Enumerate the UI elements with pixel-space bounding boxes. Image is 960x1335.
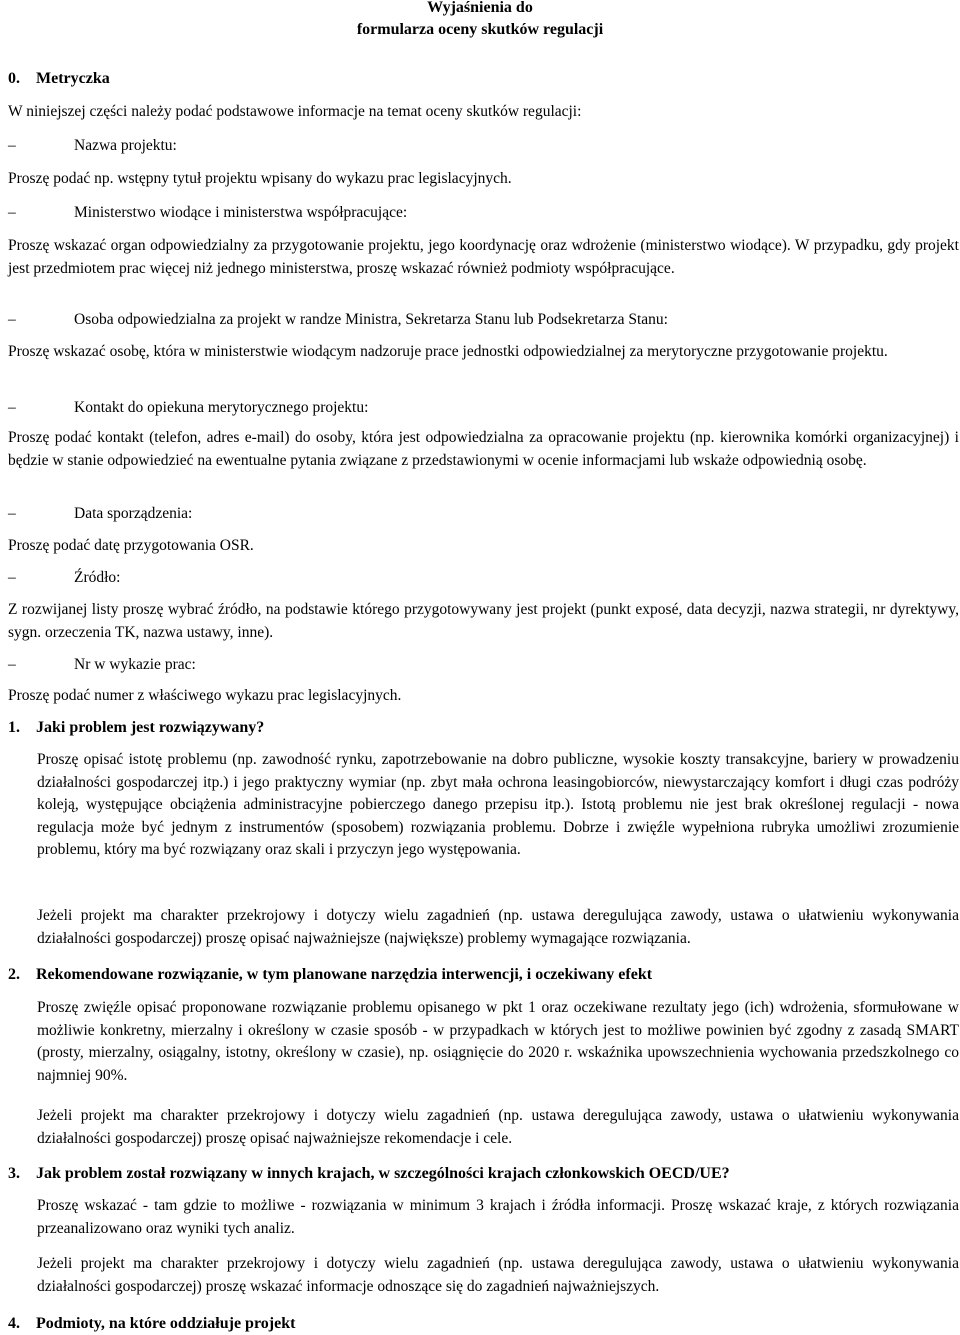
section-0-heading [8, 68, 110, 90]
bullet-label: Nazwa projektu: [74, 137, 177, 154]
section-number: 3. [8, 1165, 20, 1182]
section-title: Jaki problem jest rozwiązywany? [36, 719, 265, 736]
bullet-item-responsible-person [8, 309, 668, 331]
section-number: 1. [8, 719, 20, 736]
bullet-label: Ministerstwo wiodące i ministerstwa współpracujące: [74, 204, 408, 221]
section-0-intro: W niniejszej części należy podać podstawowe informacje na temat oceny skutków regulacji: [8, 103, 582, 120]
bullet-desc-project-name: Proszę podać np. wstępny tytuł projektu wpisany do wykazu prac legislacyjnych. [8, 170, 512, 187]
section-number: 2. [8, 966, 20, 983]
document-title-line2: formularza oceny skutków regulacji [356, 21, 604, 38]
dash-bullet: – [8, 505, 16, 522]
bullet-desc-work-list-number: Proszę podać numer z właściwego wykazu prac legislacyjnych. [8, 687, 402, 704]
bullet-desc-ministry: Proszę wskazać organ odpowiedzialny za przygotowanie projektu, jego koordynację oraz wdrożenie (ministerstwo wiodące). W przypadku, gdy projekt jest przedmiotem prac więcej niż jednego ministerstwa, proszę wskazać również podmioty współpracujące. [8, 237, 959, 277]
section-3-paragraph-1: Proszę wskazać - tam gdzie to możliwe - rozwiązania w minimum 3 krajach i źródła informacji. Proszę wskazać kraje, z których rozwiązania przeanalizowano oraz wyniki tych analiz. [37, 1197, 959, 1237]
section-1-heading [8, 717, 264, 739]
section-1-paragraph-2: Jeżeli projekt ma charakter przekrojowy i dotyczy wielu zagadnień (np. ustawa deregulująca zawody, ustawa o ułatwieniu wykonywania działalności gospodarczej) proszę opisać najważniejsze (największe) problemy wymagające rozwiązania. [37, 907, 959, 947]
section-title: Podmioty, na które oddziałuje projekt [36, 1315, 296, 1332]
section-title: Jak problem został rozwiązany w innych krajach, w szczególności krajach członkowskich OECD/UE? [36, 1165, 730, 1182]
bullet-desc-date: Proszę podać datę przygotowania OSR. [8, 537, 254, 554]
section-title: Metryczka [36, 70, 110, 87]
dash-bullet: – [8, 311, 16, 328]
bullet-desc-responsible-person: Proszę wskazać osobę, która w ministerstwie wiodącym nadzoruje prace jednostki odpowiedzialnej za merytoryczne przygotowanie projektu. [8, 343, 888, 360]
bullet-item-ministry [8, 202, 407, 224]
section-number: 0. [8, 70, 20, 87]
bullet-label: Nr w wykazie prac: [74, 656, 196, 673]
bullet-item-work-list-number [8, 654, 196, 676]
dash-bullet: – [8, 399, 16, 416]
document-title-line1: Wyjaśnienia do [427, 0, 533, 16]
bullet-desc-contact: Proszę podać kontakt (telefon, adres e-mail) do osoby, która jest odpowiedzialna za opracowanie projektu (np. kierownika komórki organizacyjnej) i będzie w stanie odpowiedzieć na ewentualne pytania związane z przedstawionymi w ocenie informacjami lub wskaże odpowiednią osobę. [8, 429, 959, 469]
bullet-label: Źródło: [74, 569, 121, 586]
section-2-paragraph-1: Proszę zwięźle opisać proponowane rozwiązanie problemu opisanego w pkt 1 oraz oczekiwane rezultaty jego (ich) wdrożenia, sformułowane w możliwie konkretny, mierzalny i określony w czasie sposób - w przypadkach w których jest to możliwe powinien być zgodny z zasadą SMART (prosty, mierzalny, osiągalny, istotny, określony w czasie), np. osiągnięcie do 2020 r. wskaźnika upowszechnienia wychowania przedszkolnego co najmniej 90%. [37, 999, 959, 1084]
dash-bullet: – [8, 137, 16, 154]
section-1-paragraph-1: Proszę opisać istotę problemu (np. zawodność rynku, zapotrzebowanie na dobro publiczne, wysokie koszty transakcyjne, bariery w prowadzeniu działalności gospodarczej itp.) i jego praktyczny wymiar (np. zbyt mała ochrona leasingobiorców, niewystarczający komfort i długi czas podróży koleją, występujące obciążenia administracyjne pobierczego danego przepisu itp.). Istotą problemu nie jest brak określonej regulacji - nowa regulacja może być jednym z instrumentów (sposobem) rozwiązania problemu. Dobrze i zwięźle wypełniona rubryka umożliwi zrozumienie problemu, który ma być rozwiązany oraz skali i przyczyn jego występowania. [37, 751, 959, 858]
section-3-heading [8, 1163, 730, 1185]
bullet-item-project-name [8, 135, 177, 157]
section-4-heading [8, 1313, 295, 1335]
section-2-heading [8, 964, 652, 986]
section-number: 4. [8, 1315, 20, 1332]
bullet-item-date [8, 503, 192, 525]
bullet-label: Kontakt do opiekuna merytorycznego projektu: [74, 399, 369, 416]
bullet-label: Data sporządzenia: [74, 505, 193, 522]
dash-bullet: – [8, 569, 16, 586]
bullet-label: Osoba odpowiedzialna za projekt w randze Ministra, Sekretarza Stanu lub Podsekretarza Stanu: [74, 311, 668, 328]
bullet-desc-source: Z rozwijanej listy proszę wybrać źródło, na podstawie którego przygotowywany jest projekt (punkt exposé, data decyzji, nazwa strategii, nr dyrektywy, sygn. orzeczenia TK, nazwa ustawy, inne). [8, 601, 959, 641]
section-3-paragraph-2: Jeżeli projekt ma charakter przekrojowy i dotyczy wielu zagadnień (np. ustawa deregulująca zawody, ustawa o ułatwieniu wykonywania działalności gospodarczej) proszę wskazać informacje odnoszące się do zagadnień najważniejszych. [37, 1255, 959, 1295]
dash-bullet: – [8, 204, 16, 221]
section-title: Rekomendowane rozwiązanie, w tym planowane narzędzia interwencji, i oczekiwany efekt [36, 966, 653, 983]
dash-bullet: – [8, 656, 16, 673]
bullet-item-source [8, 567, 121, 589]
section-2-paragraph-2: Jeżeli projekt ma charakter przekrojowy i dotyczy wielu zagadnień (np. ustawa deregulująca zawody, ustawa o ułatwieniu wykonywania działalności gospodarczej) proszę opisać najważniejsze rekomendacje i cele. [37, 1107, 959, 1147]
bullet-item-contact [8, 397, 368, 419]
